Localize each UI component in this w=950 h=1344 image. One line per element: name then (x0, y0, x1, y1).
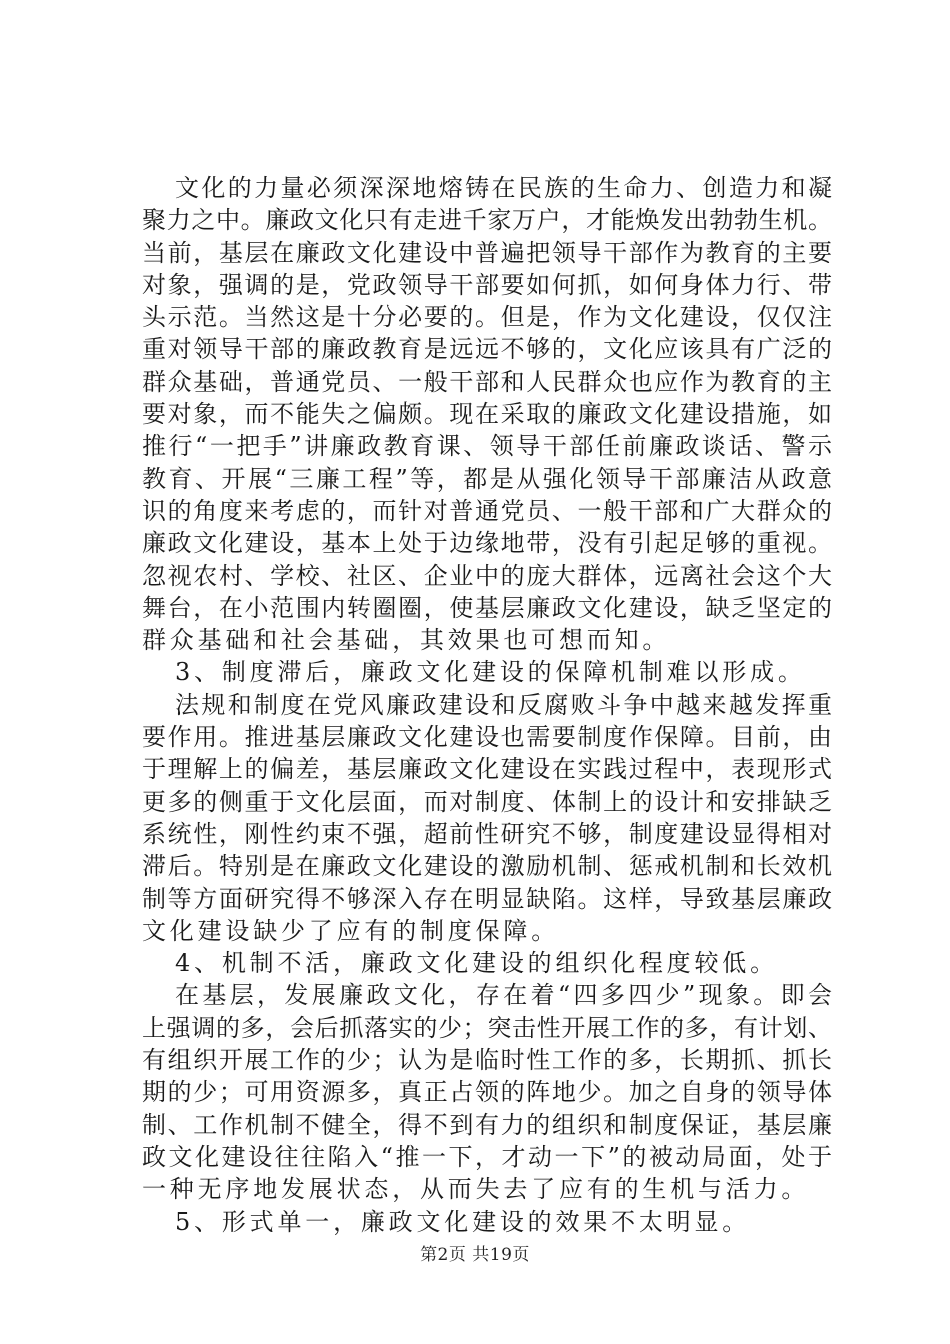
text-line: 教育、开展“三廉工程”等，都是从强化领导干部廉洁从政意 (142, 464, 832, 493)
text-line: 制等方面研究得不够深入存在明显缺陷。这样，导致基层廉政 (142, 884, 832, 913)
text-line: 文化建设缺少了应有的制度保障。 (142, 916, 559, 945)
text-line: 系统性，刚性约束不强，超前性研究不够，制度建设显得相对 (142, 819, 832, 848)
text-line: 3、制度滞后，廉政文化建设的保障机制难以形成。 (175, 658, 806, 687)
text-line: 有组织开展工作的少；认为是临时性工作的多，长期抓、抓长 (142, 1046, 832, 1075)
text-line: 识的角度来考虑的，而针对普通党员、一般干部和广大群众的 (142, 496, 832, 525)
text-line: 对象，强调的是，党政领导干部要如何抓，如何身体力行、带 (142, 270, 832, 299)
text-line: 聚力之中。廉政文化只有走进千家万户，才能焕发出勃勃生机。 (142, 206, 832, 235)
text-line: 要对象，而不能失之偏颇。现在采取的廉政文化建设措施，如 (142, 400, 832, 429)
text-line: 滞后。特别是在廉政文化建设的激励机制、惩戒机制和长效机 (142, 852, 832, 881)
text-line: 当前，基层在廉政文化建设中普遍把领导干部作为教育的主要 (142, 238, 832, 267)
text-line: 在基层，发展廉政文化，存在着“四多四少”现象。即会 (175, 981, 832, 1010)
text-line: 5、形式单一，廉政文化建设的效果不太明显。 (175, 1207, 751, 1236)
text-line: 制、工作机制不健全，得不到有力的组织和制度保证，基层廉 (142, 1110, 832, 1139)
text-line: 政文化建设往往陷入“推一下，才动一下”的被动局面，处于 (142, 1142, 832, 1171)
text-line: 法规和制度在党风廉政建设和反腐败斗争中越来越发挥重 (175, 690, 832, 719)
text-line: 上强调的多，会后抓落实的少；突击性开展工作的多，有计划、 (142, 1013, 832, 1042)
text-line: 群众基础和社会基础，其效果也可想而知。 (142, 626, 671, 655)
text-line: 廉政文化建设，基本上处于边缘地带，没有引起足够的重视。 (142, 529, 832, 558)
text-line: 头示范。当然这是十分必要的。但是，作为文化建设，仅仅注 (142, 303, 832, 332)
text-line: 推行“一把手”讲廉政教育课、领导干部任前廉政谈话、警示 (142, 432, 832, 461)
text-line: 要作用。推进基层廉政文化建设也需要制度作保障。目前，由 (142, 723, 832, 752)
text-line: 一种无序地发展状态，从而失去了应有的生机与活力。 (142, 1175, 810, 1204)
document-body (142, 172, 832, 1238)
text-line: 期的少；可用资源多，真正占领的阵地少。加之自身的领导体 (142, 1078, 832, 1107)
text-line: 4、机制不活，廉政文化建设的组织化程度较低。 (175, 949, 778, 978)
text-line: 文化的力量必须深深地熔铸在民族的生命力、创造力和凝 (175, 174, 832, 202)
page-footer: 第2页 共19页 (420, 1245, 530, 1265)
text-line: 群众基础，普通党员、一般干部和人民群众也应作为教育的主 (142, 367, 832, 396)
text-line: 重对领导干部的廉政教育是远远不够的，文化应该具有广泛的 (142, 335, 832, 364)
text-line: 更多的侧重于文化层面，而对制度、体制上的设计和安排缺乏 (142, 787, 832, 816)
text-line: 忽视农村、学校、社区、企业中的庞大群体，远离社会这个大 (142, 561, 832, 590)
text-line: 舞台，在小范围内转圈圈，使基层廉政文化建设，缺乏坚定的 (142, 593, 832, 622)
text-line: 于理解上的偏差，基层廉政文化建设在实践过程中，表现形式 (142, 755, 832, 784)
